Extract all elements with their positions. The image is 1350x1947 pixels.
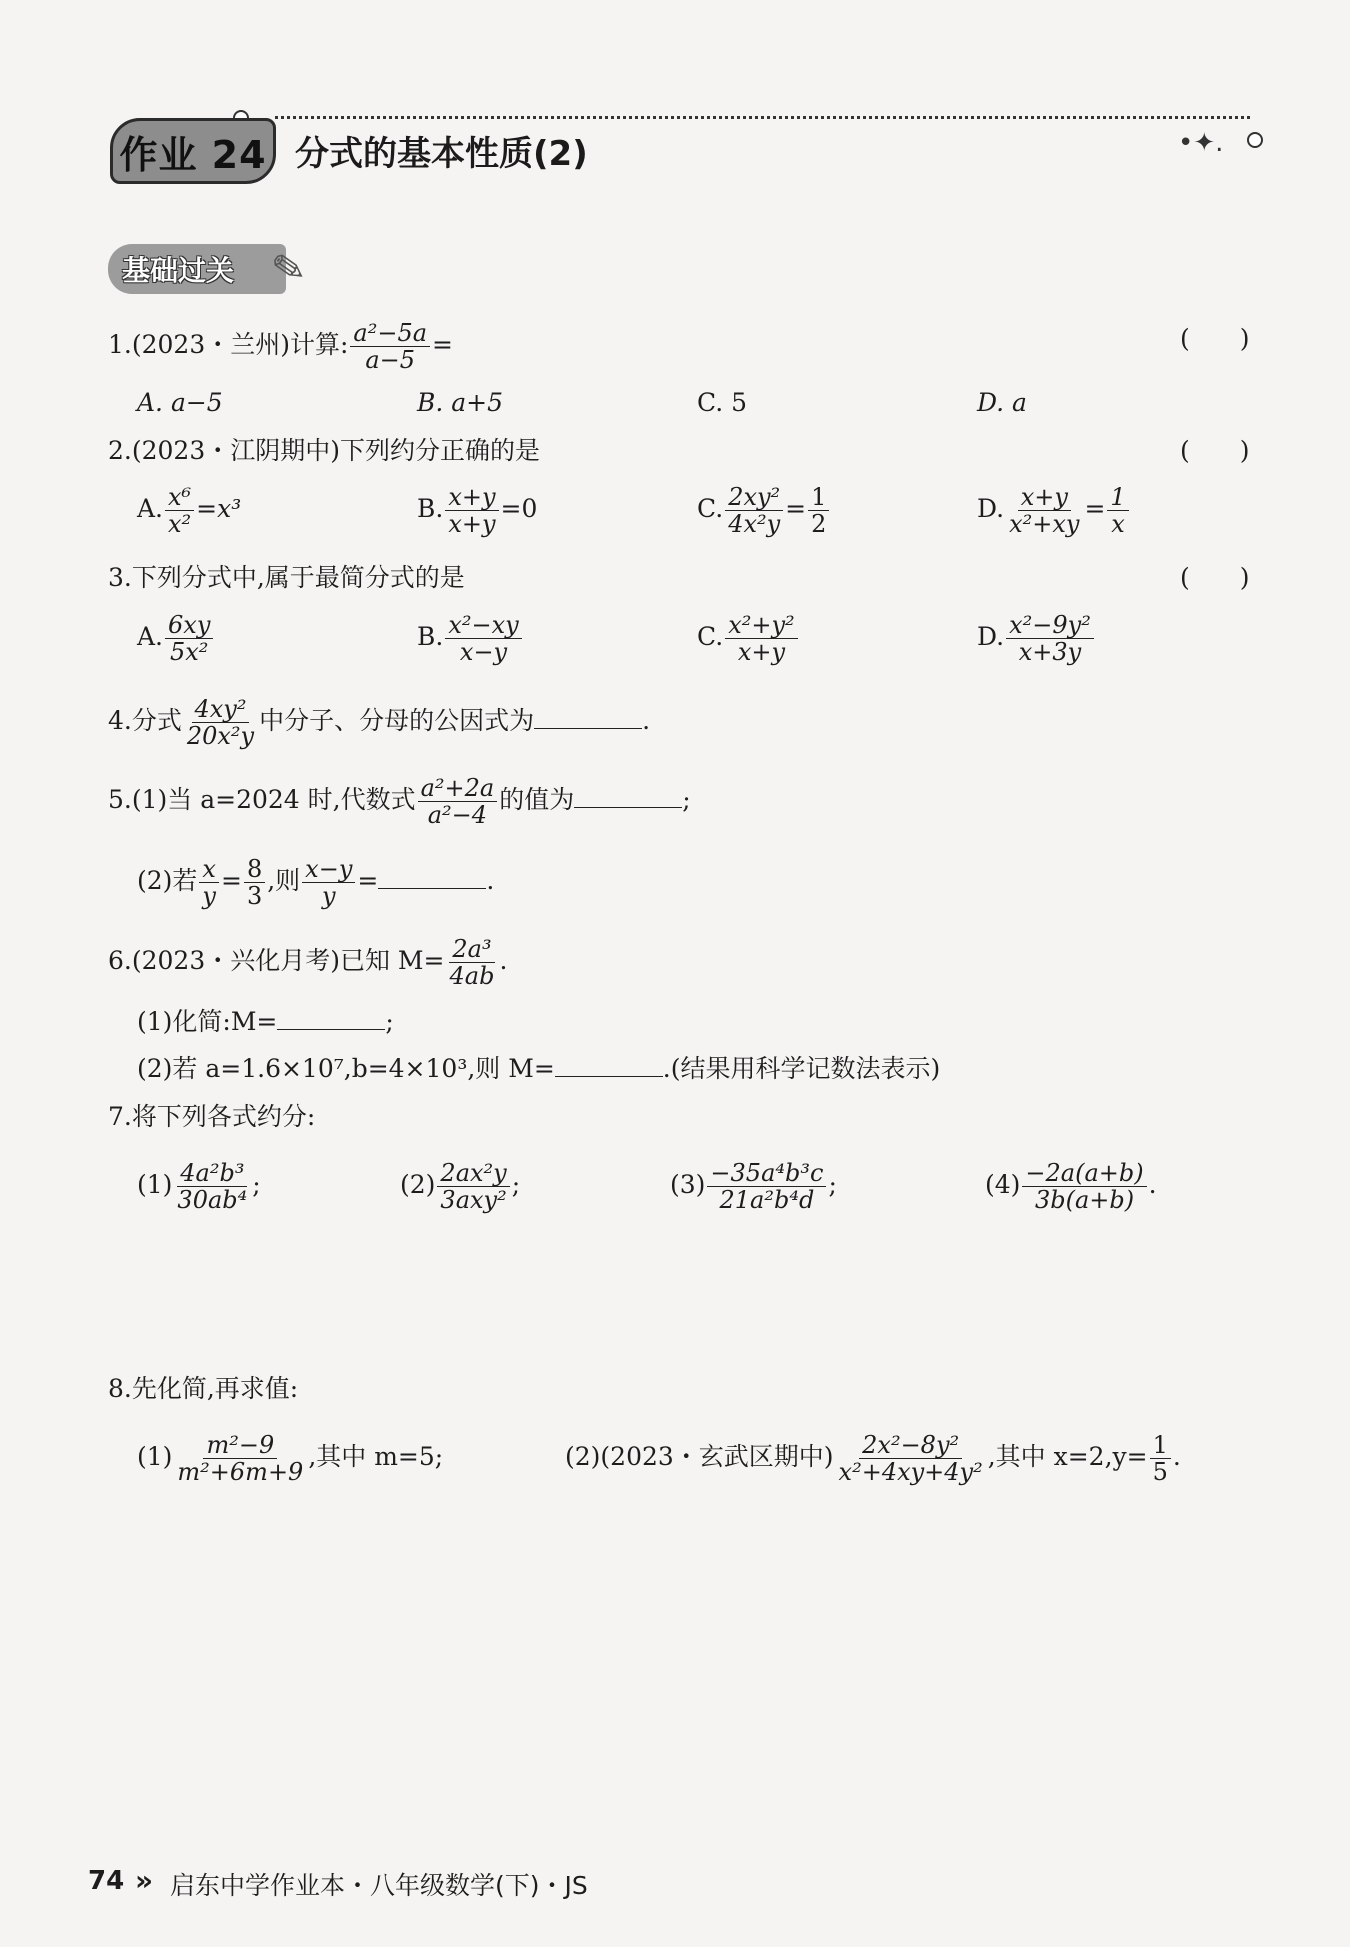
homework-badge: 作业 24	[110, 118, 276, 184]
question-3: 3.下列分式中,属于最简分式的是	[108, 563, 465, 592]
q1-prefix: 1.(2023・兰州)计算:	[108, 330, 349, 359]
page-number: 74	[88, 1866, 125, 1896]
q7-item-2: (2) $\frac{\text{2ax²y}}{\text{3axy²}}$ ;	[400, 1159, 521, 1214]
q4-answer-blank[interactable]	[534, 706, 642, 729]
question-8: 8.先化简,再求值:	[108, 1374, 299, 1403]
question-6: 6.(2023・兴化月考)已知 M= $\frac{\text{2a³}}{4ab}$ .	[108, 935, 508, 990]
question-5-part-2: (2)若 $\frac{x}{y}$ = $\frac{8}{3}$ ,则 $\frac{x-y}{y}$ = .	[137, 855, 495, 910]
q3-answer-paren[interactable]: ( )	[1180, 563, 1250, 592]
section-tag: 基础过关	[108, 244, 286, 294]
question-2: 2.(2023・江阴期中)下列约分正确的是	[108, 436, 540, 465]
q3-option-a: A. $\frac{6xy}{\text{5x²}}$	[137, 612, 215, 665]
q2-answer-paren[interactable]: ( )	[1180, 436, 1250, 465]
q5-1-answer-blank[interactable]	[574, 785, 682, 808]
page-title: 分式的基本性质(2)	[295, 134, 588, 174]
q2-option-b: B. $\frac{x+y}{x+y}$ =0	[417, 483, 538, 538]
pencil-icon: ✎	[268, 243, 310, 295]
question-1	[108, 320, 453, 373]
question-6-part-1: (1)化简:M= ;	[137, 1007, 394, 1036]
dotted-line-knot-right	[1247, 132, 1263, 148]
sparkle-icon: •✦.	[1178, 128, 1224, 158]
q7-item-3: (3) $\frac{\text{−35a⁴b³c}}{\text{21a²b⁴d}}$ ;	[670, 1159, 837, 1214]
question-7: 7.将下列各式约分:	[108, 1102, 316, 1131]
q1-option-b: B. a+5	[417, 388, 504, 417]
q8-part-2: (2)(2023・玄武区期中) $\frac{\text{2x²−8y²}}{\text{x²+4xy+4y²}}$ ,其中 x=2,y= $\frac{1}{5}$ .	[565, 1431, 1181, 1486]
q3-option-c: C. $\frac{\text{x²+y²}}{x+y}$	[697, 612, 800, 665]
q1-option-c: C. 5	[697, 388, 748, 417]
question-5-part-1: 5.(1)当 a=2024 时,代数式 $\frac{\text{a²+2a}}{\text{a²−4}}$ 的值为 ;	[108, 774, 691, 829]
q7-item-4: (4) $\frac{-2a(a+b)}{3b(a+b)}$ .	[985, 1159, 1157, 1214]
q6-1-answer-blank[interactable]	[277, 1007, 385, 1030]
q7-item-1: (1) $\frac{\text{4a²b³}}{\text{30ab⁴}}$ ;	[137, 1159, 261, 1214]
q1-suffix: =	[432, 330, 453, 359]
q1-answer-paren[interactable]: ( )	[1180, 324, 1250, 353]
q3-option-b: B. $\frac{\text{x²−xy}}{x-y}$	[417, 612, 524, 665]
q1-fraction: $\frac{\text{a²−5a}}{a-5}$	[350, 320, 430, 373]
q2-option-d: D. $\frac{x+y}{\text{x²+xy}}$ = $\frac{1}{x}$	[977, 484, 1131, 537]
q5-2-answer-blank[interactable]	[378, 866, 486, 889]
double-chevron-icon: »	[135, 1864, 154, 1897]
q6-2-answer-blank[interactable]	[555, 1054, 663, 1077]
header-dotted-line	[275, 116, 1250, 119]
q1-option-a: A. a−5	[137, 388, 223, 417]
q3-option-d: D. $\frac{\text{x²−9y²}}{x+3y}$	[977, 612, 1096, 665]
q2-option-c: C. $\frac{\text{2xy²}}{\text{4x²y}}$ = $\frac{1}{2}$	[697, 484, 831, 537]
question-4: 4.分式 $\frac{\text{4xy²}}{\text{20x²y}}$ 中分子、分母的公因式为 .	[108, 695, 651, 750]
q2-option-a: A. $\frac{\text{x⁶}}{\text{x²}}$ =x³	[137, 483, 242, 538]
footer-book-title: 启东中学作业本・八年级数学(下)・JS	[170, 1871, 588, 1900]
q8-part-1: (1) $\frac{\text{m²−9}}{\text{m²+6m+9}}$ ,其中 m=5;	[137, 1431, 444, 1486]
question-6-part-2: (2)若 a=1.6×10⁷,b=4×10³,则 M= .(结果用科学记数法表示)	[137, 1054, 941, 1083]
q1-option-d: D. a	[977, 388, 1027, 417]
